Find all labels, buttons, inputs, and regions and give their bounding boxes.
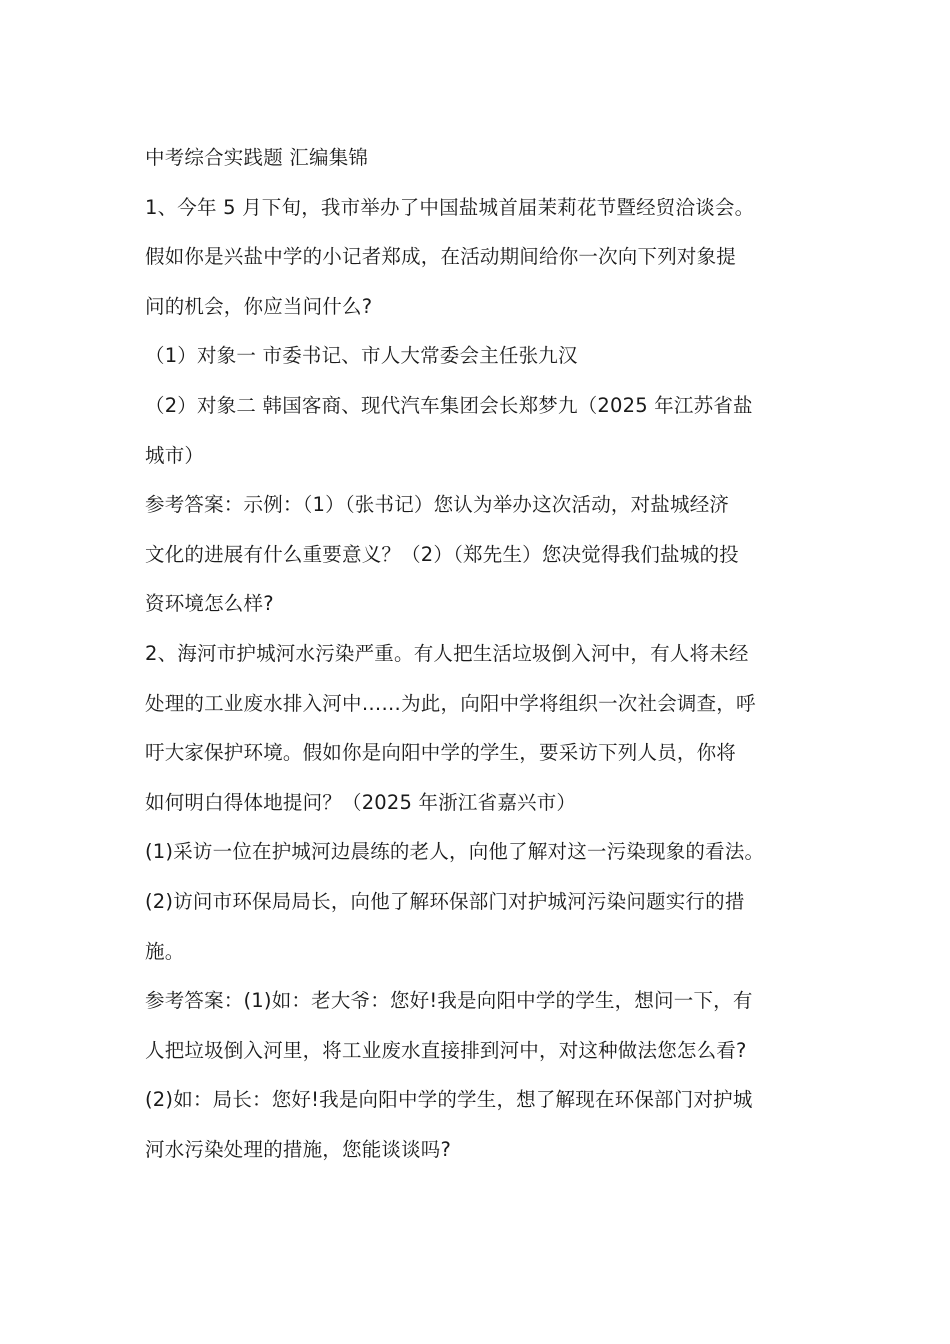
question-1-line-3: 问的机会，你应当问什么?	[145, 294, 373, 318]
answer-1-line-3: 资环境怎么样?	[145, 592, 274, 616]
document-title: 中考综合实践题 汇编集锦	[145, 146, 369, 169]
question-2-item-2-cont: 施。	[145, 939, 185, 963]
question-2-item-1: (1)采访一位在护城河边晨练的老人，向他了解对这一污染现象的看法。	[145, 840, 765, 864]
answer-2-line-2: 人把垃圾倒入河里，将工业废水直接排到河中，对这种做法您怎么看?	[145, 1038, 747, 1062]
question-2-item-2: (2)访问市环保局局长，向他了解环保部门对护城河污染问题实行的措	[145, 889, 745, 913]
answer-1-line-2: 文化的进展有什么重要意义？（2）（郑先生）您决觉得我们盐城的投	[145, 542, 739, 566]
answer-1-line-1: 参考答案：示例：（1）（张书记）您认为举办这次活动，对盐城经济	[145, 493, 730, 517]
question-2-line-2: 处理的工业废水排入河中……为此，向阳中学将组织一次社会调查，呼	[145, 691, 756, 715]
question-1-item-2: （2）对象二 韩国客商、现代汽车集团会长郑梦九（2025 年江苏省盐	[145, 393, 753, 417]
answer-2-line-3: (2)如：局长：您好!我是向阳中学的学生，想了解现在环保部门对护城	[145, 1088, 753, 1112]
question-1-line-1: 1、今年 5 月下旬，我市举办了中国盐城首届茉莉花节暨经贸洽谈会。	[145, 195, 755, 219]
question-2-line-4: 如何明白得体地提问？（2025 年浙江省嘉兴市）	[145, 790, 577, 814]
question-1-item-2-cont: 城市）	[145, 443, 205, 467]
question-1-line-2: 假如你是兴盐中学的小记者郑成，在活动期间给你一次向下列对象提	[145, 245, 737, 269]
document-body	[145, 133, 810, 1174]
question-2-line-1: 2、海河市护城河水污染严重。有人把生活垃圾倒入河中，有人将未经	[145, 641, 749, 665]
answer-2-line-1: 参考答案：(1)如：老大爷：您好!我是向阳中学的学生，想问一下，有	[145, 989, 753, 1013]
question-1-item-1: （1）对象一 市委书记、市人大常委会主任张九汉	[145, 344, 578, 368]
question-2-line-3: 吁大家保护环境。假如你是向阳中学的学生，要采访下列人员，你将	[145, 741, 737, 765]
answer-2-line-4: 河水污染处理的措施，您能谈谈吗?	[145, 1137, 452, 1161]
